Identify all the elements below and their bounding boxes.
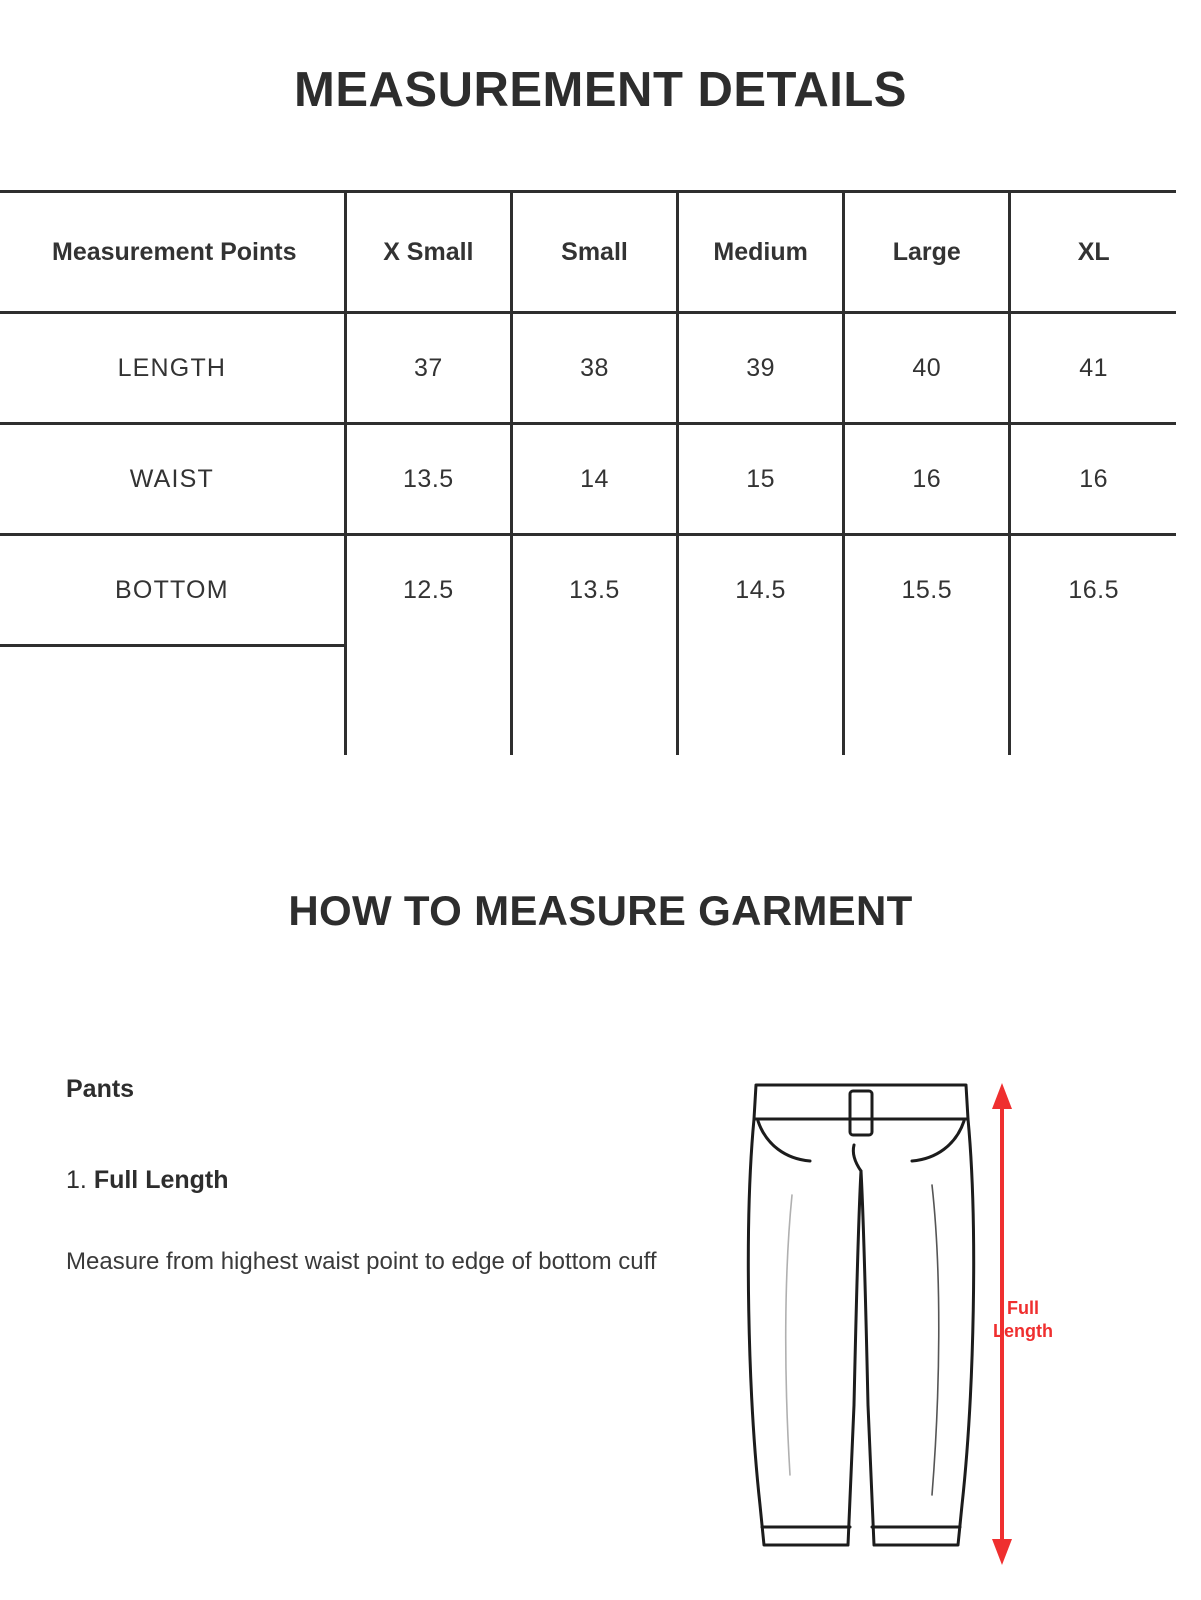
cell-bottom-x-small: 12.5 [345, 535, 511, 646]
step-description: Measure from highest waist point to edge of bottom cuff [66, 1248, 657, 1275]
size-table [0, 190, 1176, 755]
column-header-small: Small [511, 192, 677, 313]
table-bottom-tails [0, 646, 1176, 756]
caption-line-1: Full [1007, 1298, 1039, 1318]
step-name: Full Length [93, 1166, 229, 1194]
cell-length-large: 40 [844, 313, 1010, 424]
cell-length-medium: 39 [678, 313, 844, 424]
cell-waist-xl: 16 [1010, 424, 1176, 535]
tail-large [844, 646, 1010, 756]
cell-waist-medium: 15 [678, 424, 844, 535]
belt-tab-shape [850, 1091, 872, 1135]
cell-length-x-small: 37 [345, 313, 511, 424]
step-number: 1. [66, 1166, 87, 1194]
column-header-measurement-points: Measurement Points [0, 192, 345, 313]
full-length-caption [978, 1297, 1068, 1342]
section-title-how-to-measure: HOW TO MEASURE GARMENT [288, 887, 913, 934]
cell-waist-x-small: 13.5 [345, 424, 511, 535]
row-label-waist: WAIST [0, 424, 345, 535]
row-label-length: LENGTH [0, 313, 345, 424]
column-header-xl: XL [1010, 192, 1176, 313]
right-pocket-line [912, 1121, 964, 1161]
fly-crease-line [853, 1145, 861, 1171]
cell-bottom-xl: 16.5 [1010, 535, 1176, 646]
tail-medium [678, 646, 844, 756]
tail-spacer [0, 646, 345, 756]
column-header-large: Large [844, 192, 1010, 313]
caption-line-2: Length [993, 1320, 1053, 1341]
column-header-x-small: X Small [345, 192, 511, 313]
table-header-row [0, 192, 1176, 313]
table-row [0, 313, 1176, 424]
right-seam-line [932, 1185, 939, 1495]
tail-xl [1010, 646, 1176, 756]
step-heading [66, 1166, 726, 1195]
size-table-container [0, 190, 1201, 755]
cell-length-small: 38 [511, 313, 677, 424]
left-seam-line [786, 1195, 792, 1475]
left-pocket-line [758, 1121, 810, 1161]
pants-body-outline [748, 1119, 973, 1545]
table-row [0, 424, 1176, 535]
tail-x-small [345, 646, 511, 756]
tail-small [511, 646, 677, 756]
cell-bottom-medium: 14.5 [678, 535, 844, 646]
garment-type-label: Pants [66, 1075, 135, 1103]
cell-bottom-small: 13.5 [511, 535, 677, 646]
table-row [0, 535, 1176, 646]
column-header-medium: Medium [678, 192, 844, 313]
arrow-head-top [992, 1083, 1012, 1109]
row-label-bottom: BOTTOM [0, 535, 345, 646]
cell-bottom-large: 15.5 [844, 535, 1010, 646]
page-title: MEASUREMENT DETAILS [294, 63, 907, 117]
pants-diagram [736, 1075, 1156, 1575]
cell-waist-small: 14 [511, 424, 677, 535]
instructions-column [66, 1075, 726, 1575]
cell-waist-large: 16 [844, 424, 1010, 535]
arrow-head-bottom [992, 1539, 1012, 1565]
how-to-measure-section [0, 1075, 1201, 1575]
pants-illustration-svg [736, 1075, 1156, 1575]
cell-length-xl: 41 [1010, 313, 1176, 424]
